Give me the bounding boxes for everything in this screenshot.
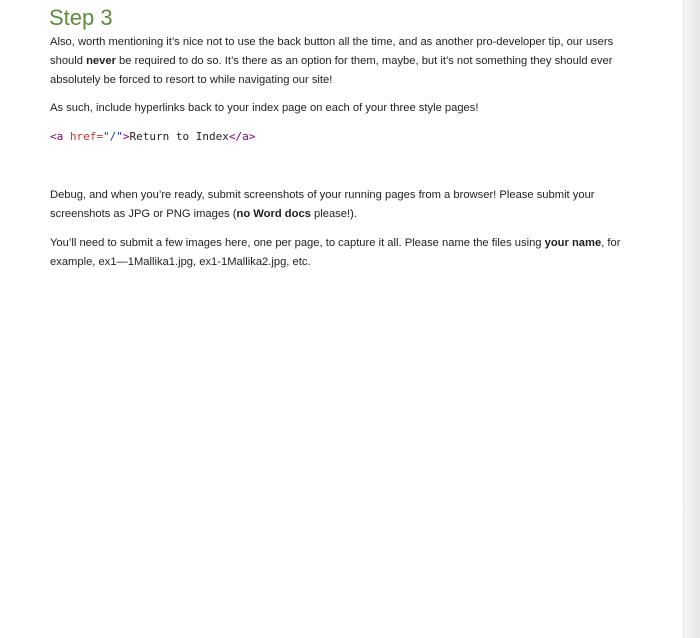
paragraph-submit bbox=[50, 186, 630, 224]
paragraph-naming-text-2: , for example, ex1—1Mallika1.jpg, ex1-1Mallika2.jpg, etc. bbox=[50, 237, 621, 268]
emphasis-never: never bbox=[86, 55, 116, 67]
paragraph-submit-text-1: Debug, and when you’re ready, submit screenshots of your running pages from a browser! Please submit your screenshots as JPG or PNG images ( bbox=[50, 189, 595, 220]
paragraph-hyperlinks: As such, include hyperlinks back to your index page on each of your three style pages! bbox=[50, 102, 479, 114]
code-attribute-value: "/" bbox=[103, 130, 123, 143]
emphasis-no-word-docs: no Word docs bbox=[236, 208, 311, 220]
document-content bbox=[50, 0, 630, 272]
paragraph-naming-text-1: You’ll need to submit a few images here, one per page, to capture it all. Please name the files using bbox=[50, 237, 545, 249]
code-link-text: Return to Index bbox=[129, 130, 229, 143]
page-edge-scrollbar bbox=[683, 0, 700, 638]
paragraph-back-button-text-2: be required to do so. It’s there as an option for them, maybe, but it’s not something they should ever absolutely be forced to resort to while navigating our site! bbox=[50, 55, 613, 86]
code-open-tag: <a bbox=[50, 130, 64, 143]
step-heading: Step 3 bbox=[49, 5, 113, 30]
emphasis-your-name: your name bbox=[544, 237, 602, 249]
code-snippet bbox=[50, 128, 630, 146]
code-attribute: href= bbox=[63, 130, 103, 143]
paragraph-naming bbox=[50, 234, 630, 272]
code-close-tag: </a> bbox=[228, 130, 256, 143]
paragraph-back-button-text-1: Also, worth mentioning it’s nice not to use the back button all the time, and as another pro-developer tip, our users should bbox=[50, 36, 614, 67]
paragraph-back-button bbox=[50, 33, 630, 90]
code-open-tag-close: > bbox=[122, 130, 130, 143]
paragraph-submit-text-2: please!). bbox=[310, 208, 357, 220]
